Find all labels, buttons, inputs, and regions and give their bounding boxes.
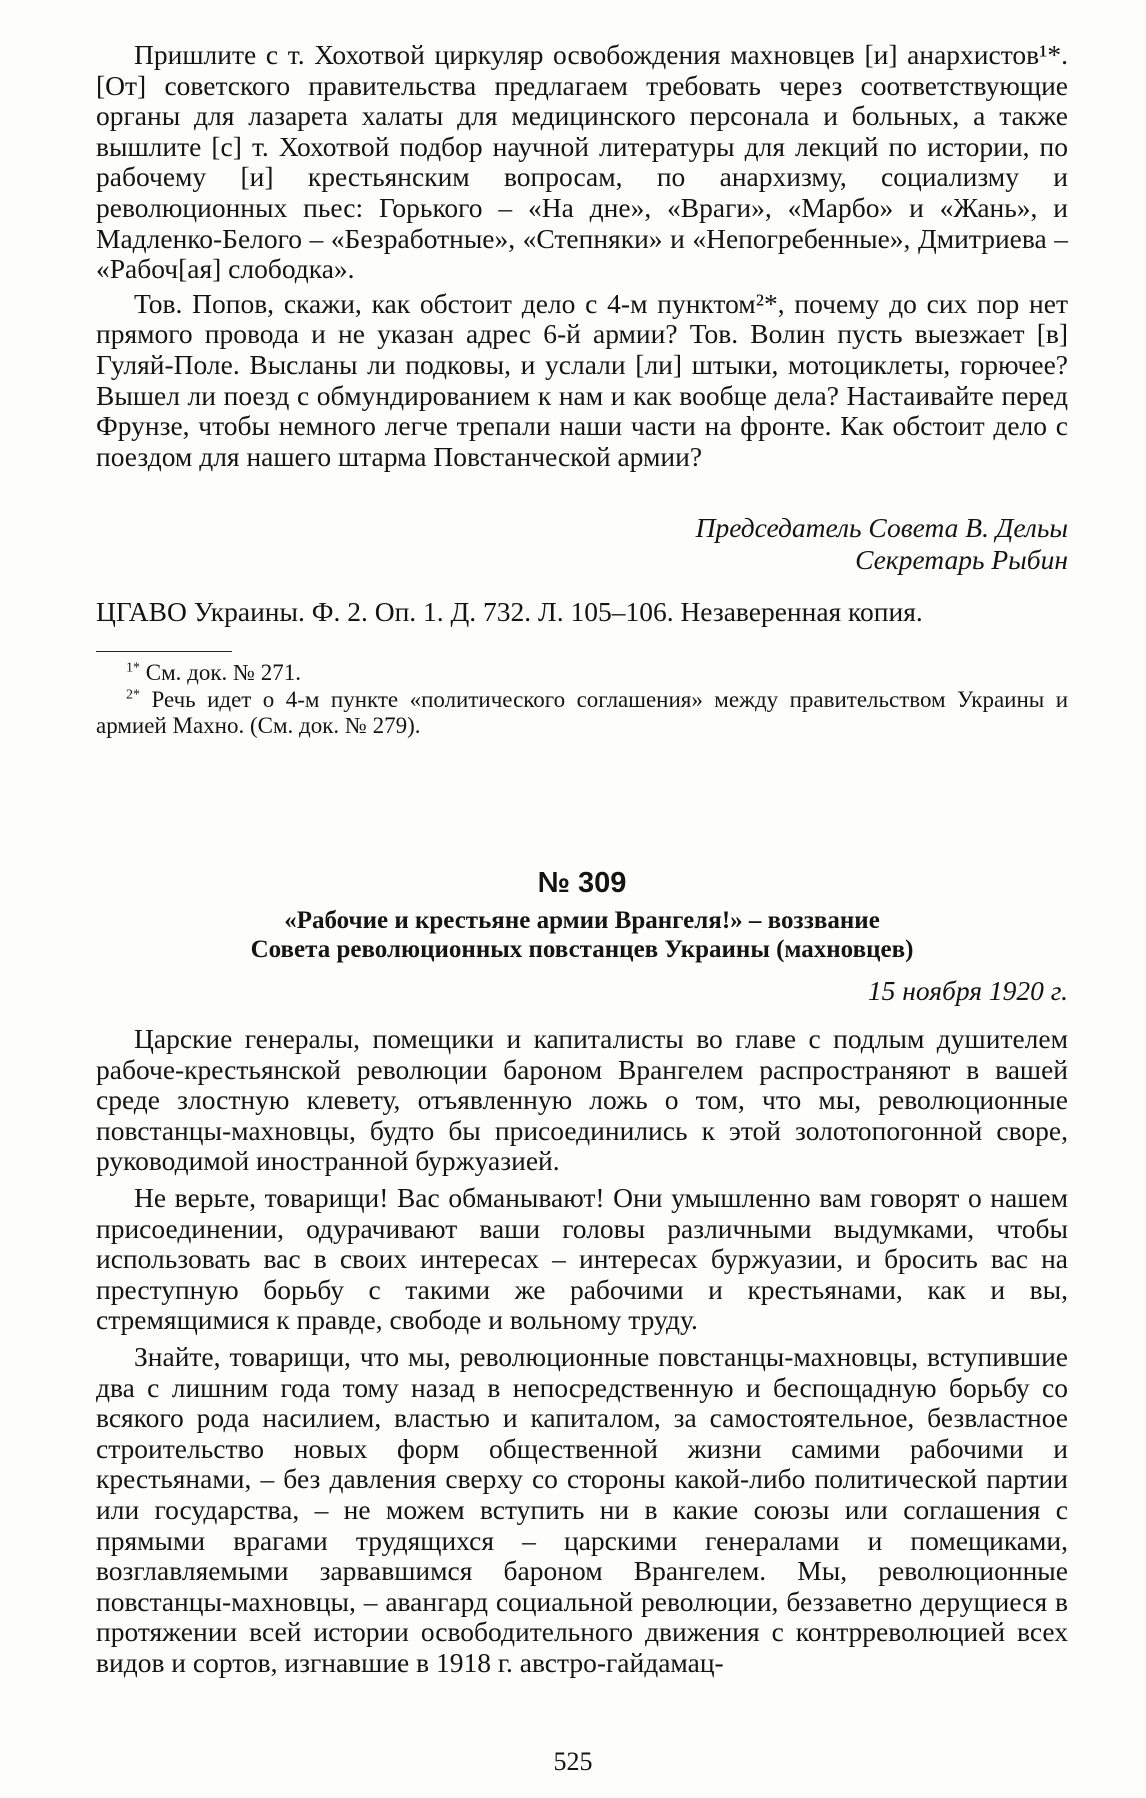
document-header	[96, 866, 1068, 964]
footnote-2-text: Речь идет о 4-м пункте «политического соглашения» между правительством Украины и армией Махно. (См. док. № 279).	[96, 686, 1069, 738]
footnote-1-text: См. док. № 271.	[145, 660, 301, 685]
top-paragraph-2: Тов. Попов, скажи, как обстоит дело с 4-м пунктом²*, почему до сих пор нет прямого провода и не указан адрес 6-й армии? Тов. Волин пусть выезжает [в] Гуляй-Поле. Высланы ли подковы, и услали [ли] штыки, мотоциклеты, горючее? Вышел ли поезд с обмундированием к нам и как вообще дела? Настаивайте перед Фрунзе, чтобы немного легче трепали наши части на фронте. Как обстоит дело с поездом для нашего штарма Повстанческой армии?	[96, 287, 1068, 472]
document-title-line-1: «Рабочие и крестьяне армии Врангеля!» – воззвание	[284, 907, 880, 934]
footnote-1-mark: 1*	[126, 660, 140, 676]
footnote-divider	[96, 651, 232, 652]
archive-reference: ЦГАВО Украины. Ф. 2. Оп. 1. Д. 732. Л. 105–106. Незаверенная копия.	[96, 596, 923, 627]
document-number: № 309	[537, 867, 627, 899]
top-paragraph-1: Пришлите с т. Хохотвой циркуляр освобождения махновцев [и] анархистов¹*. [От] советского правительства предлагаем требовать через соответствующие органы для лазарета халаты для медицинского персонала и больных, а также вышлите [с] т. Хохотвой подбор научной литературы для лекций по истории, по рабочему [и] крестьянским вопросам, по анархизму, социализму и революционных пьес: Горького – «На дне», «Враги», «Марбо» и «Жань», и Мадленко-Белого – «Безработные», «Степняки» и «Непогребенные», Дмитриева – «Рабоч[ая] слободка».	[96, 39, 1068, 285]
footnote-1	[96, 660, 1068, 687]
document-body	[96, 1024, 1068, 1678]
signature-secretary: Секретарь Рыбин	[855, 544, 1068, 575]
body-paragraph-2: Не верьте, товарищи! Вас обманывают! Они умышленно вам говорят о нашем присоединении, одурачивают ваши головы различными выдумками, чтобы использовать вас в своих интересах – интересах буржуазии, и бросить вас на преступную борьбу с такими же рабочими и крестьянами, как и вы, стремящимися к правде, свободе и вольному труду.	[96, 1181, 1068, 1336]
footnotes	[96, 660, 1068, 740]
footnote-2	[96, 687, 1068, 740]
footnote-2-mark: 2*	[126, 686, 140, 702]
top-text-block	[96, 40, 1068, 472]
body-paragraph-1: Царские генералы, помещики и капиталисты во главе с подлым душителем рабоче-крестьянской революции бароном Врангелем распространяют в вашей среде злостную клевету, отъявленную ложь о том, что мы, революционные повстанцы-махновцы, будто бы присоединились к этой золотопогонной своре, руководимой иностранной буржуазией.	[96, 1023, 1068, 1177]
page-number: 525	[553, 1747, 593, 1776]
signature-chair: Председатель Совета В. Дельы	[695, 512, 1068, 543]
body-paragraph-3: Знайте, товарищи, что мы, революционные повстанцы-махновцы, вступившие два с лишним года тому назад в непосредственную и беспощадную борьбу со всякого рода насилием, властью и капиталом, за самостоятельное, безвластное строительство новых форм общественной жизни самими рабочими и крестьянами, – без давления сверху со стороны какой-либо политической партии или государства, – не можем вступить ни в какие союзы или соглашения с прямыми врагами трудящихся – царскими генералами и помещиками, возглавляемыми зарвавшимся бароном Врангелем. Мы, революционные повстанцы-махновцы, – авангард социальной революции, беззаветно дерущиеся в протяжении всей истории освободительного движения с контрреволюцией всех видов и сортов, изгнавшие в 1918 г. австро-гайдамац-	[96, 1340, 1068, 1678]
document-title-line-2: Совета революционных повстанцев Украины (махновцев)	[250, 936, 914, 963]
document-date: 15 ноября 1920 г.	[867, 975, 1068, 1006]
